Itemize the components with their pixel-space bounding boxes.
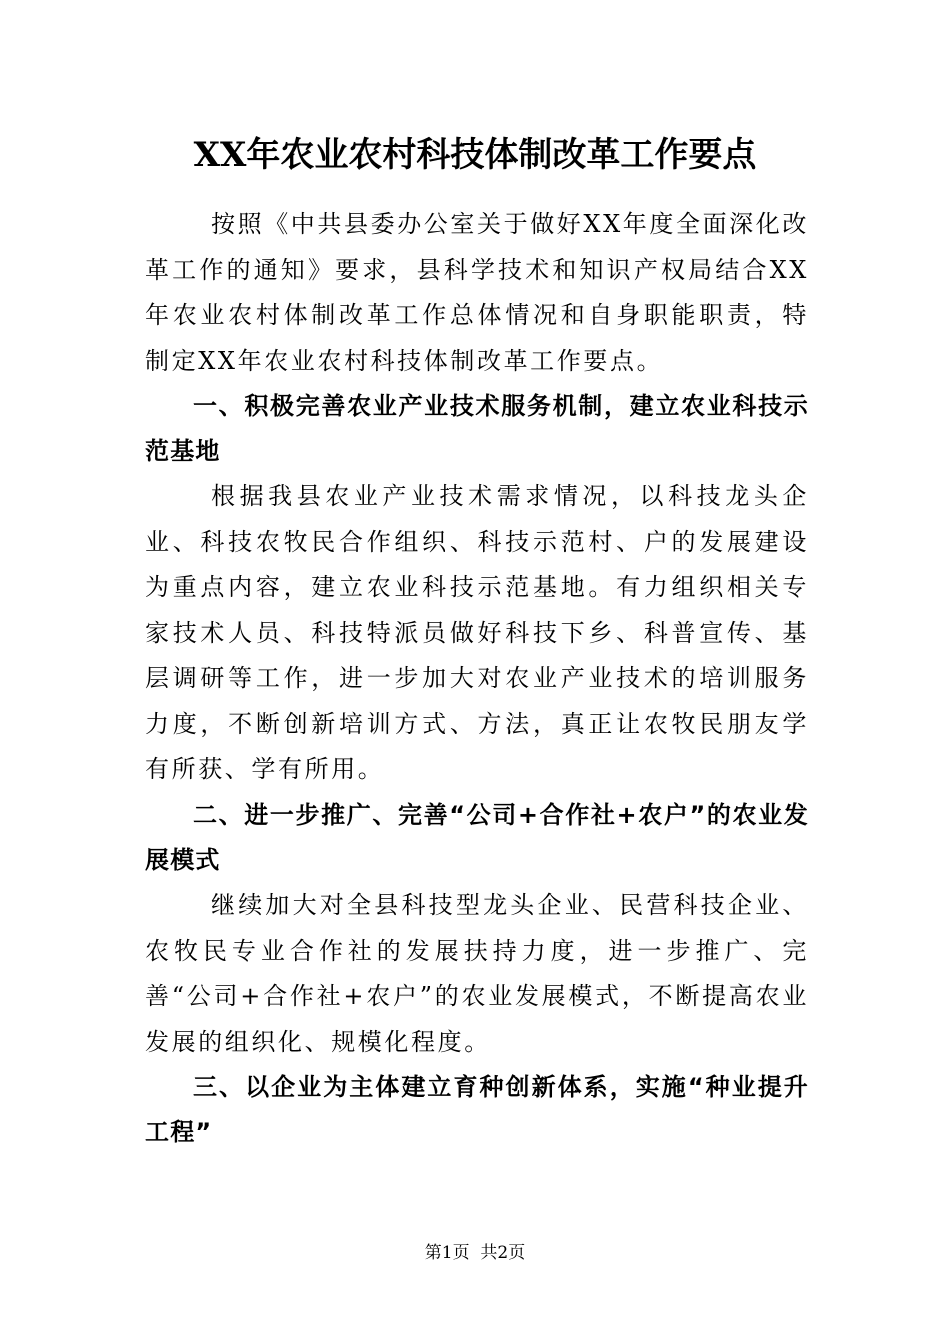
page-number: 第1页 [424, 1243, 470, 1263]
section-2-heading: 二、进一步推广、完善“公司+合作社+农户”的农业发展模式 [145, 801, 809, 874]
intro-paragraph: 按照《中共县委办公室关于做好XX年度全面深化改革工作的通知》要求，县科学技术和知识产权局结合XX年农业农村体制改革工作总体情况和自身职能职责，特制定XX年农业农村科技体制改革工作要点。 [145, 210, 809, 375]
section-1-heading: 一、积极完善农业产业技术服务机制，建立农业科技示范基地 [145, 392, 809, 465]
page-total: 共2页 [480, 1243, 526, 1263]
section-1-paragraph: 根据我县农业产业技术需求情况，以科技龙头企业、科技农牧民合作组织、科技示范村、户的发展建设为重点内容，建立农业科技示范基地。有力组织相关专家技术人员、科技特派员做好科技下乡、科普宣传、基层调研等工作，进一步加大对农业产业技术的培训服务力度，不断创新培训方式、方法，真正让农牧民朋友学有所获、学有所用。 [145, 482, 809, 783]
section-3-heading: 三、以企业为主体建立育种创新体系，实施“种业提升工程” [145, 1073, 809, 1146]
page-footer [0, 1242, 950, 1264]
section-2-paragraph: 继续加大对全县科技型龙头企业、民营科技企业、农牧民专业合作社的发展扶持力度，进一步推广、完善“公司+合作社+农户”的农业发展模式，不断提高农业发展的组织化、规模化程度。 [145, 891, 809, 1056]
document-title: XX年农业农村科技体制改革工作要点 [193, 135, 757, 175]
